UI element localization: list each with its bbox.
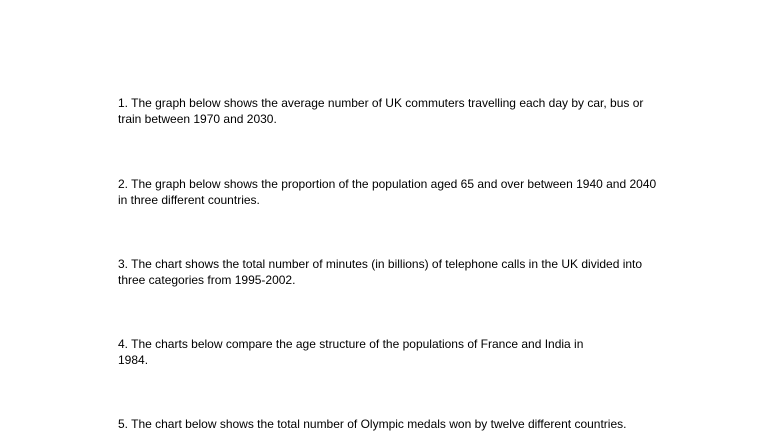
question-2-line-1: 2. The graph below shows the proportion of the population aged 65 and over between 1940 and 2040 bbox=[118, 177, 657, 191]
question-3-line-1: 3. The chart shows the total number of minutes (in billions) of telephone calls in the UK divided into bbox=[118, 257, 643, 271]
question-4-line-1: 4. The charts below compare the age structure of the populations of France and India in bbox=[118, 337, 584, 351]
question-item-3 bbox=[118, 256, 678, 288]
question-4-line-2: 1984. bbox=[118, 353, 149, 367]
question-1-line-1: 1. The graph below shows the average number of UK commuters travelling each day by car, bus or bbox=[118, 96, 644, 110]
question-2-line-2: in three different countries. bbox=[118, 193, 260, 207]
question-1-line-2: train between 1970 and 2030. bbox=[118, 112, 277, 126]
question-item-4 bbox=[118, 336, 678, 368]
question-item-1 bbox=[118, 95, 678, 127]
question-3-line-2: three categories from 1995-2002. bbox=[118, 273, 296, 287]
question-item-5 bbox=[118, 416, 678, 432]
question-5-line-1: 5. The chart below shows the total number of Olympic medals won by twelve different countries. bbox=[118, 417, 627, 431]
question-item-2 bbox=[118, 176, 678, 208]
